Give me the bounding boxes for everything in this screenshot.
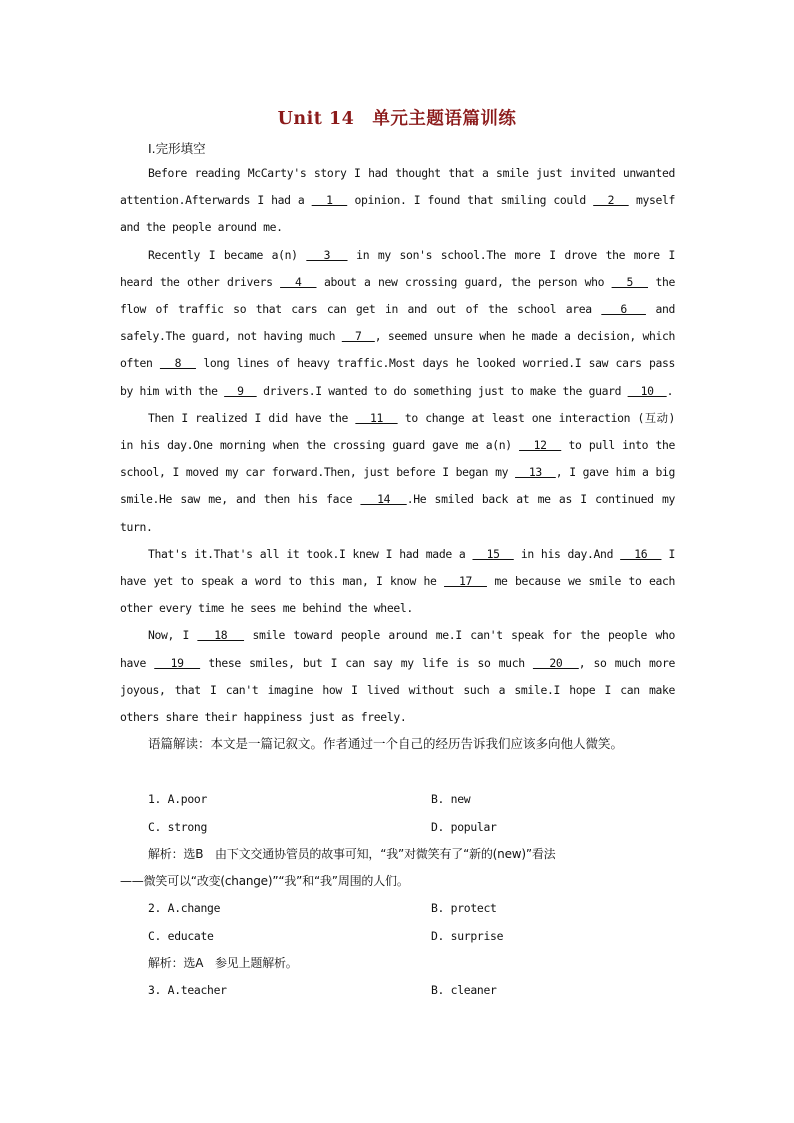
- passage-paragraph: [120, 541, 675, 623]
- passage-summary: 语篇解读：本文是一篇记叙文。作者通过一个自己的经历告诉我们应该多向他人微笑。: [148, 736, 624, 751]
- option-row: [120, 977, 680, 1005]
- cloze-blank: 1: [311, 193, 348, 208]
- passage-text: these smiles, but I can say my life is so much: [200, 655, 533, 670]
- passage-paragraph: [120, 622, 675, 731]
- answer-option: B. new: [431, 792, 471, 806]
- passage-text: smile toward people around me.I can't speak for the people who have: [120, 628, 675, 670]
- cloze-blank: 9: [224, 383, 257, 398]
- answer-section: [120, 786, 680, 1005]
- cloze-blank: 2: [593, 193, 629, 208]
- analysis-text-continued: ——微笑可以“改变(change)”“我”和“我”周围的人们。: [120, 874, 409, 888]
- passage-text: , so much more joyous, that I can't imagine how I lived without such a smile.I hope I can make others share their happiness just as freely.: [120, 655, 675, 725]
- cloze-blank: 19: [154, 655, 201, 670]
- cloze-blank: 17: [444, 574, 487, 589]
- passage-text: long lines of heavy traffic.Most days he looked worried.I saw cars pass by him with the: [120, 356, 676, 398]
- passage-text: Then I realized I did have the: [148, 410, 356, 425]
- cloze-blank: 18: [197, 628, 245, 643]
- passage-text: That's it.That's all it took.I knew I had made a: [148, 546, 473, 561]
- passage-text: to pull into the school, I moved my car forward.Then, just before I began my: [120, 438, 675, 480]
- section-heading: Ⅰ.完形填空: [148, 141, 206, 156]
- option-row: [120, 786, 680, 814]
- passage-text: drivers.I wanted to do something just to make the guard: [256, 383, 628, 398]
- passage-text: Now, I: [148, 628, 198, 643]
- option-row: [120, 923, 680, 951]
- answer-analysis: [120, 950, 680, 977]
- answer-option: C. strong: [148, 819, 208, 834]
- cloze-blank: 10: [627, 383, 667, 398]
- cloze-blank: 4: [280, 274, 317, 289]
- cloze-blank: 20: [532, 655, 579, 670]
- analysis-text: 解析：选A 参见上题解析。: [148, 956, 298, 970]
- analysis-text: 解析：选B 由下文交通协管员的故事可知，“我”对微笑有了“新的(new)”看法: [148, 847, 556, 861]
- answer-analysis: [120, 841, 680, 895]
- passage-text: opinion. I found that smiling could: [347, 193, 594, 208]
- cloze-blank: 12: [519, 438, 562, 453]
- passage-paragraph: [120, 160, 675, 242]
- page-title: Unit 14 单元主题语篇训练: [277, 109, 517, 129]
- passage-text: about a new crossing guard, the person who: [316, 274, 612, 289]
- passage-text: , I gave him a big smile.He saw me, and then his face: [120, 465, 676, 507]
- answer-option: B. cleaner: [431, 983, 497, 997]
- cloze-blank: 7: [341, 329, 375, 344]
- passage-text: me because we smile to each other every time he sees me behind the wheel.: [120, 574, 676, 616]
- passage-text: to change at least one interaction (互动) in his day.One morning when the crossing guard gave me a(n): [120, 410, 675, 453]
- answer-option: 3. A.teacher: [148, 983, 227, 997]
- answer-option: 1. A.poor: [148, 792, 208, 806]
- cloze-blank: 3: [306, 247, 348, 262]
- passage-text: Before reading McCarty's story I had thought that a smile just invited unwanted attention.Afterwards I had a: [120, 166, 675, 208]
- passage-paragraph: [120, 242, 675, 405]
- cloze-blank: 8: [159, 356, 196, 371]
- cloze-passage: [120, 160, 675, 731]
- cloze-blank: 6: [601, 302, 646, 317]
- passage-paragraph: [120, 405, 675, 541]
- answer-option: D. popular: [431, 819, 497, 834]
- passage-text: in his day.And: [513, 546, 621, 561]
- passage-text: .: [666, 383, 674, 398]
- passage-text: myself and the people around me.: [120, 193, 675, 235]
- option-row: [120, 895, 680, 923]
- cloze-blank: 13: [515, 465, 556, 480]
- answer-option: B. protect: [431, 901, 497, 915]
- passage-text: in my son's school.The more I drove the more I heard the other drivers: [120, 247, 675, 289]
- passage-text: , seemed unsure when he made a decision, which often: [120, 329, 676, 371]
- cloze-blank: 14: [360, 492, 407, 507]
- answer-option: C. educate: [148, 928, 214, 943]
- cloze-blank: 5: [611, 274, 648, 289]
- passage-text: the flow of traffic so that cars can get in and out of the school area: [120, 274, 676, 317]
- option-row: [120, 814, 680, 842]
- cloze-blank: 15: [472, 546, 514, 561]
- answer-option: 2. A.change: [148, 901, 221, 915]
- passage-text: Recently I became a(n): [148, 247, 307, 262]
- passage-text: I have yet to speak a word to this man, I know he: [120, 546, 676, 589]
- passage-text: .He smiled back at me as I continued my turn.: [120, 492, 675, 534]
- cloze-blank: 16: [620, 546, 662, 561]
- passage-text: and safely.The guard, not having much: [120, 302, 675, 344]
- cloze-blank: 11: [355, 410, 398, 425]
- answer-option: D. surprise: [431, 928, 504, 943]
